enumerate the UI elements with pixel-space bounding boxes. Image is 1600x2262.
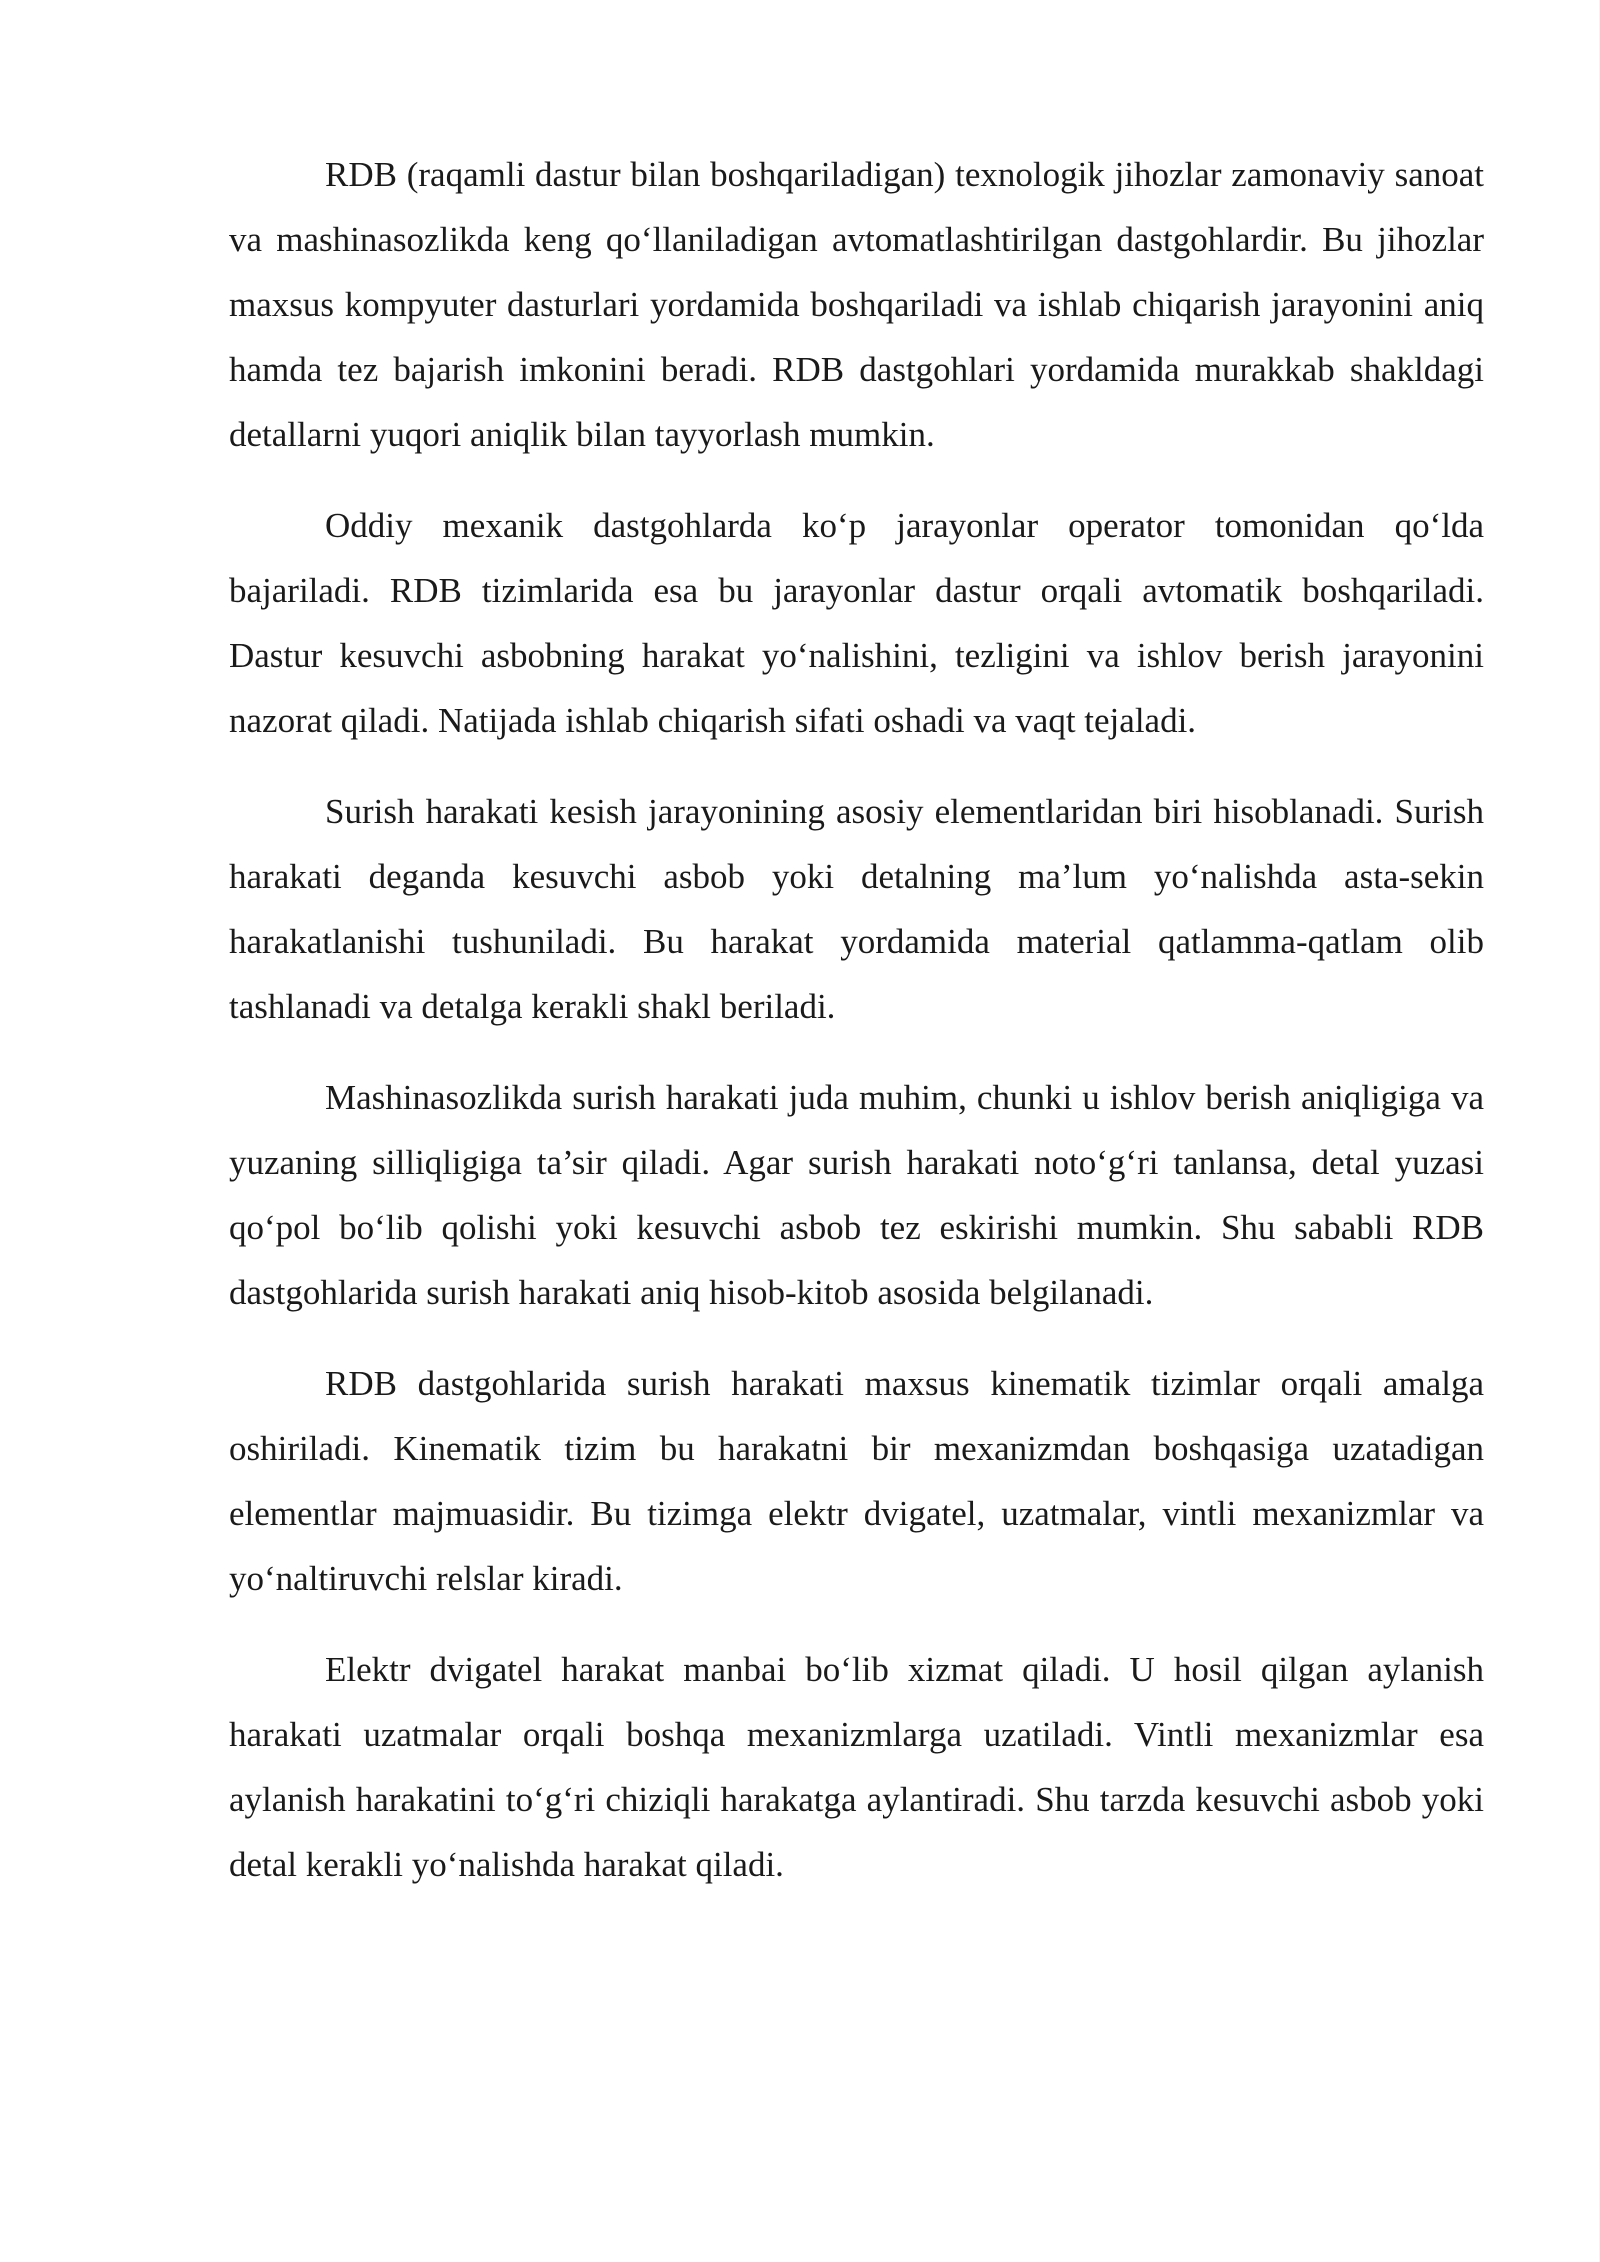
paragraph-1: RDB (raqamli dastur bilan boshqariladigan) texnologik jihozlar zamonaviy sanoat va mashinasozlikda keng qo‘llaniladigan avtomatlashtirilgan dastgohlardir. Bu jihozlar maxsus kompyuter dasturlari yordamida boshqariladi va ishlab chiqarish jarayonini aniq hamda tez bajarish imkonini beradi. RDB dastgohlari yordamida murakkab shakldagi detallarni yuqori aniqlik bilan tayyorlash mumkin. (229, 155, 1484, 454)
paragraph-3: Surish harakati kesish jarayonining asosiy elementlaridan biri hisoblanadi. Surish harakati deganda kesuvchi asbob yoki detalning ma’lum yo‘nalishda asta-sekin harakatlanishi tushuniladi. Bu harakat yordamida material qatlamma-qatlam olib tashlanadi va detalga kerakli shakl beriladi. (229, 792, 1484, 1026)
document-body (229, 142, 1484, 1923)
paragraph-5: RDB dastgohlarida surish harakati maxsus kinematik tizimlar orqali amalga oshiriladi. Kinematik tizim bu harakatni bir mexanizmdan boshqasiga uzatadigan elementlar majmuasidir. Bu tizimga elektr dvigatel, uzatmalar, vintli mexanizmlar va yo‘naltiruvchi relslar kiradi. (229, 1364, 1484, 1598)
paragraph-2: Oddiy mexanik dastgohlarda ko‘p jarayonlar operator tomonidan qo‘lda bajariladi. RDB tizimlarida esa bu jarayonlar dastur orqali avtomatik boshqariladi. Dastur kesuvchi asbobning harakat yo‘nalishini, tezligini va ishlov berish jarayonini nazorat qiladi. Natijada ishlab chiqarish sifati oshadi va vaqt tejaladi. (229, 506, 1484, 740)
paragraph-6: Elektr dvigatel harakat manbai bo‘lib xizmat qiladi. U hosil qilgan aylanish harakati uzatmalar orqali boshqa mexanizmlarga uzatiladi. Vintli mexanizmlar esa aylanish harakatini to‘g‘ri chiziqli harakatga aylantiradi. Shu tarzda kesuvchi asbob yoki detal kerakli yo‘nalishda harakat qiladi. (229, 1650, 1484, 1884)
paragraph-4: Mashinasozlikda surish harakati juda muhim, chunki u ishlov berish aniqligiga va yuzaning silliqligiga ta’sir qiladi. Agar surish harakati noto‘g‘ri tanlansa, detal yuzasi qo‘pol bo‘lib qolishi yoki kesuvchi asbob tez eskirishi mumkin. Shu sababli RDB dastgohlarida surish harakati aniq hisob-kitob asosida belgilanadi. (229, 1078, 1484, 1312)
